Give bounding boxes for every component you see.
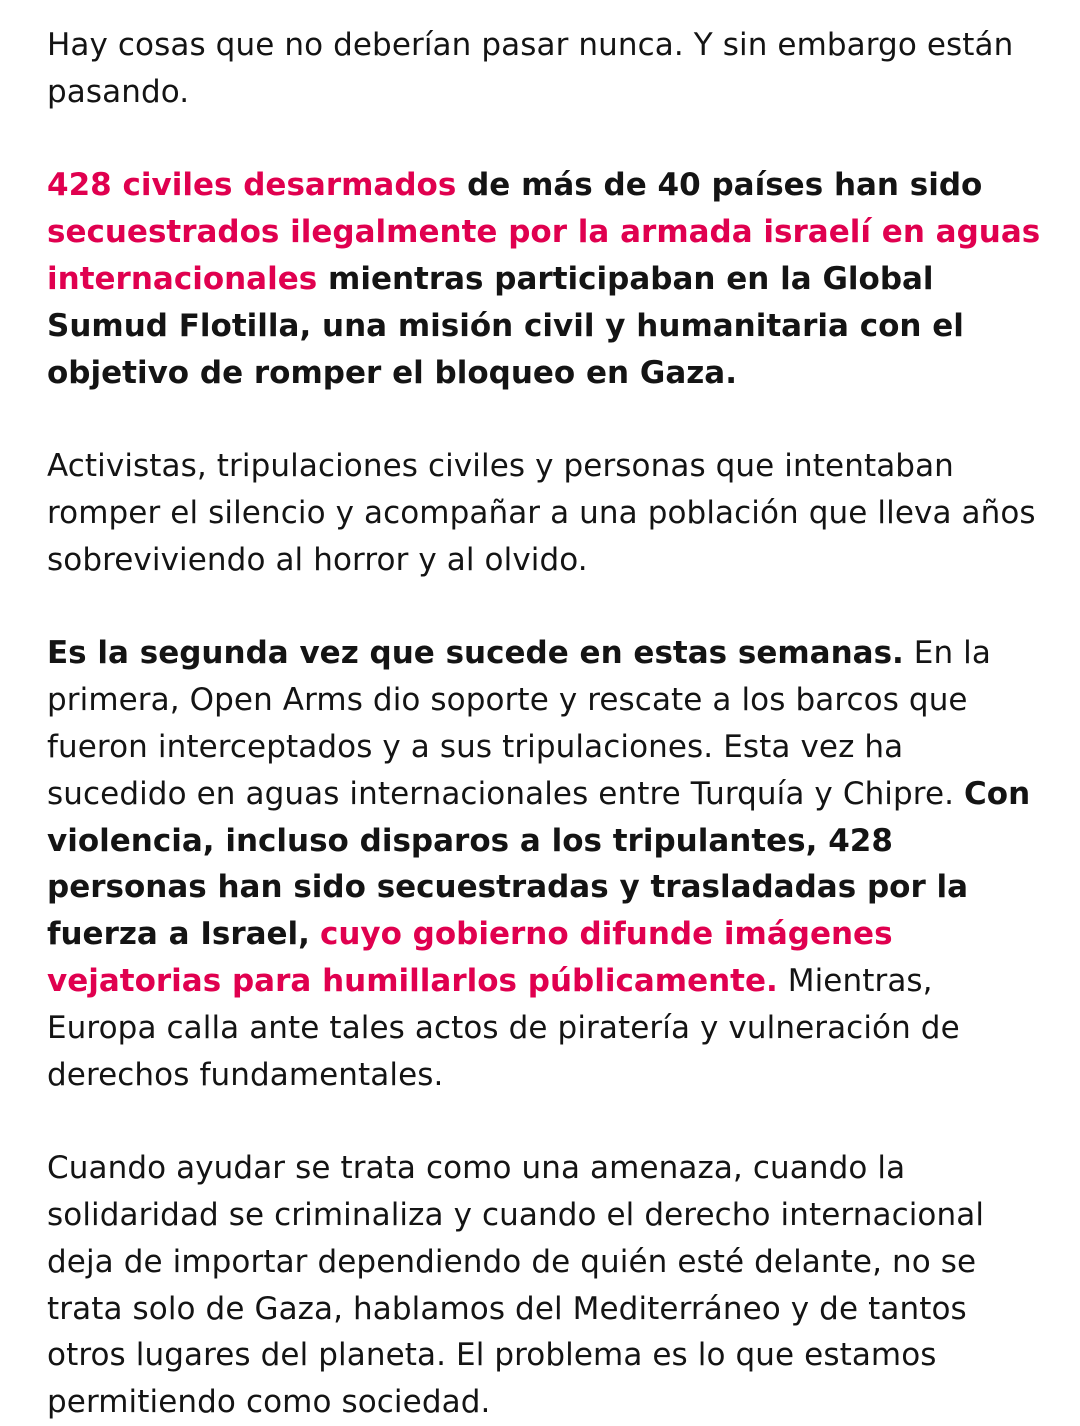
activists-text: Activistas, tripulaciones civiles y personas que intentaban romper el silencio y acompañar a una población que lleva años sobreviviendo al horror y al olvido.: [47, 448, 1036, 578]
bold-countries: de más de 40 países han sido: [456, 167, 983, 204]
bold-violence: Con violencia, incluso disparos a los tripulantes, 428 personas han sido secuestradas y trasladadas por la fuerza a Israel,: [47, 775, 1031, 953]
bold-flotilla-mission: mientras participaban en la Global Sumud Flotilla, una misión civil y humanitaria con el objetivo de romper el bloqueo en Gaza.: [47, 260, 964, 391]
highlight-illegal-kidnapping: secuestrados ilegalmente por la armada israelí en aguas internacionales: [47, 214, 1041, 297]
highlight-humiliation: cuyo gobierno difunde imágenes vejatorias para humillarlos públicamente.: [47, 916, 893, 999]
paragraph-intro: [47, 22, 1042, 116]
conclusion-text: Cuando ayudar se trata como una amenaza, cuando la solidaridad se criminaliza y cuando el derecho internacional deja de importar dependiendo de quién esté delante, no se trata solo de Gaza, hablamos del Mediterráneo y de tantos otros lugares del planeta. El problema es lo que estamos permitiendo como sociedad.: [47, 1150, 985, 1421]
open-arms-text: En la primera, Open Arms dio soporte y rescate a los barcos que fueron interceptados y a sus tripulaciones. Esta vez ha sucedido en aguas internacionales entre Turquía y Chipre.: [47, 635, 991, 812]
spacer-text: [310, 916, 320, 952]
paragraph-second-time: [47, 630, 1042, 1098]
highlight-unarmed-civilians: 428 civiles desarmados: [47, 167, 457, 204]
paragraph-activists: [47, 443, 1042, 583]
paragraph-kidnapping: [47, 162, 1042, 396]
paragraph-conclusion: [47, 1145, 1042, 1426]
bold-second-time: Es la segunda vez que sucede en estas semanas.: [47, 635, 904, 672]
europe-silence-text: Mientras, Europa calla ante tales actos de piratería y vulneración de derechos fundamentales.: [47, 962, 960, 1093]
intro-text: Hay cosas que no deberían pasar nunca. Y sin embargo están pasando.: [47, 27, 1014, 110]
article-body: [47, 22, 1042, 1426]
